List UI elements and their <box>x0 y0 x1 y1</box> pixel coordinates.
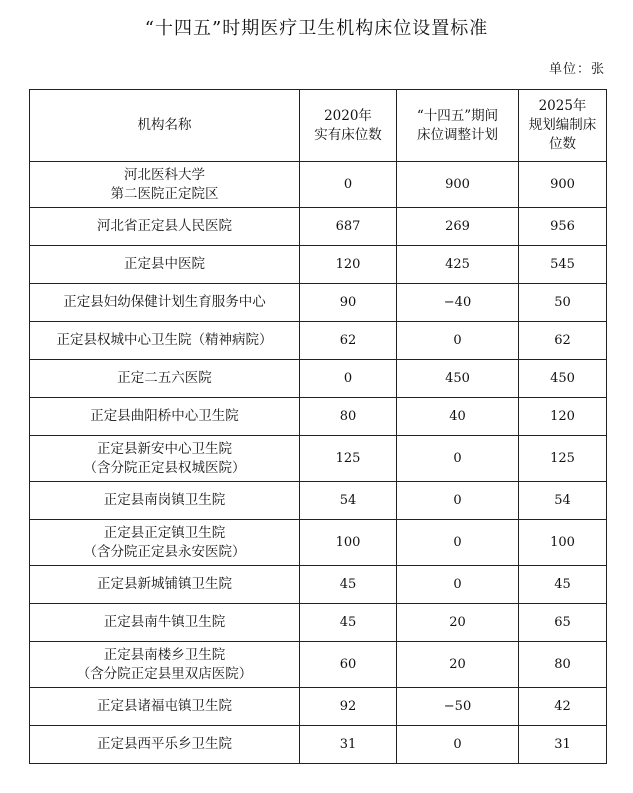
institution-name-line2: （含分院正定县里双店医院） <box>76 665 253 682</box>
header-adjustment-plan <box>397 90 519 162</box>
document-title: “十四五”时期医疗卫生机构床位设置标准 <box>144 18 489 39</box>
institution-name-line1: 正定县新安中心卫生院 <box>97 440 232 457</box>
table-row <box>30 436 607 482</box>
cell-planned-beds: 125 <box>519 436 607 482</box>
cell-planned-beds: 45 <box>519 566 607 604</box>
header-planned-beds-line2: 规划编制床 <box>528 117 597 133</box>
cell-adjustment-plan: 0 <box>397 436 519 482</box>
table-row <box>30 566 607 604</box>
cell-existing-beds: 54 <box>300 482 397 520</box>
cell-adjustment-plan: 0 <box>397 566 519 604</box>
institution-name-line1: 正定县西平乐乡卫生院 <box>97 736 232 752</box>
table-row <box>30 284 607 322</box>
cell-existing-beds: 100 <box>300 520 397 566</box>
institution-name-line1: 河北医科大学 <box>124 166 205 183</box>
cell-adjustment-plan: 20 <box>397 604 519 642</box>
cell-institution-name <box>30 688 300 726</box>
table-header-row <box>30 90 607 162</box>
cell-institution-name <box>30 566 300 604</box>
cell-institution-name <box>30 436 300 482</box>
institution-name-line2: 第二医院正定院区 <box>110 185 219 202</box>
cell-adjustment-plan: −40 <box>397 284 519 322</box>
cell-existing-beds: 90 <box>300 284 397 322</box>
table-row <box>30 482 607 520</box>
institution-name-line1: 正定县南岗镇卫生院 <box>103 492 226 508</box>
cell-institution-name <box>30 482 300 520</box>
header-adjustment-plan-line2: 床位调整计划 <box>417 126 498 143</box>
cell-adjustment-plan: 450 <box>397 360 519 398</box>
cell-institution-name <box>30 246 300 284</box>
cell-existing-beds: 45 <box>300 566 397 604</box>
table-row <box>30 520 607 566</box>
header-existing-beds-line2: 实有床位数 <box>314 126 382 143</box>
cell-planned-beds: 900 <box>519 162 607 208</box>
header-adjustment-plan-line1: “十四五”期间 <box>416 107 499 124</box>
table-row <box>30 398 607 436</box>
header-institution-name-label: 机构名称 <box>137 117 192 133</box>
cell-existing-beds: 0 <box>300 360 397 398</box>
cell-planned-beds: 120 <box>519 398 607 436</box>
cell-institution-name <box>30 208 300 246</box>
cell-planned-beds: 100 <box>519 520 607 566</box>
cell-planned-beds: 31 <box>519 726 607 764</box>
header-existing-beds <box>300 90 397 162</box>
header-existing-beds-line1: 2020年 <box>324 107 372 124</box>
cell-existing-beds: 0 <box>300 162 397 208</box>
cell-institution-name <box>30 726 300 764</box>
cell-planned-beds: 62 <box>519 322 607 360</box>
cell-planned-beds: 545 <box>519 246 607 284</box>
cell-institution-name <box>30 398 300 436</box>
institution-name-line1: 正定县南楼乡卫生院 <box>103 646 226 663</box>
institution-name-line2: （含分院正定县权城医院） <box>83 459 246 476</box>
cell-existing-beds: 92 <box>300 688 397 726</box>
cell-existing-beds: 125 <box>300 436 397 482</box>
table-row <box>30 360 607 398</box>
institution-name-line1: 正定县妇幼保健计划生育服务中心 <box>63 294 266 310</box>
header-planned-beds <box>519 90 607 162</box>
institution-name-line1: 正定县诸福屯镇卫生院 <box>97 698 232 714</box>
table-row <box>30 162 607 208</box>
header-planned-beds-line3: 位数 <box>549 136 576 152</box>
cell-planned-beds: 956 <box>519 208 607 246</box>
cell-adjustment-plan: 0 <box>397 322 519 360</box>
cell-institution-name <box>30 284 300 322</box>
unit-label: 单位：张 <box>548 62 605 77</box>
institution-name-line1: 正定县曲阳桥中心卫生院 <box>90 408 239 424</box>
cell-planned-beds: 80 <box>519 642 607 688</box>
cell-institution-name <box>30 322 300 360</box>
cell-existing-beds: 120 <box>300 246 397 284</box>
cell-institution-name <box>30 642 300 688</box>
cell-existing-beds: 80 <box>300 398 397 436</box>
cell-existing-beds: 62 <box>300 322 397 360</box>
cell-planned-beds: 50 <box>519 284 607 322</box>
cell-existing-beds: 60 <box>300 642 397 688</box>
table-row <box>30 208 607 246</box>
cell-adjustment-plan: 425 <box>397 246 519 284</box>
institution-name-line1: 河北省正定县人民医院 <box>97 218 232 234</box>
table-row <box>30 246 607 284</box>
institution-name-line1: 正定二五六医院 <box>117 370 212 386</box>
cell-existing-beds: 31 <box>300 726 397 764</box>
cell-planned-beds: 42 <box>519 688 607 726</box>
cell-existing-beds: 45 <box>300 604 397 642</box>
header-planned-beds-line1: 2025年 <box>538 98 587 114</box>
table-body <box>30 162 607 764</box>
cell-existing-beds: 687 <box>300 208 397 246</box>
institution-name-line1: 正定县正定镇卫生院 <box>103 524 226 541</box>
cell-adjustment-plan: −50 <box>397 688 519 726</box>
cell-planned-beds: 54 <box>519 482 607 520</box>
cell-adjustment-plan: 20 <box>397 642 519 688</box>
cell-institution-name <box>30 360 300 398</box>
cell-institution-name <box>30 520 300 566</box>
institution-name-line1: 正定县新城铺镇卫生院 <box>97 576 232 592</box>
table-row <box>30 726 607 764</box>
table-row <box>30 322 607 360</box>
cell-adjustment-plan: 40 <box>397 398 519 436</box>
cell-adjustment-plan: 269 <box>397 208 519 246</box>
cell-institution-name <box>30 162 300 208</box>
cell-adjustment-plan: 0 <box>397 482 519 520</box>
institution-name-line2: （含分院正定县永安医院） <box>83 543 246 560</box>
cell-adjustment-plan: 900 <box>397 162 519 208</box>
institution-name-line1: 正定县权城中心卫生院（精神病院） <box>56 332 273 348</box>
cell-adjustment-plan: 0 <box>397 726 519 764</box>
cell-institution-name <box>30 604 300 642</box>
header-institution-name <box>30 90 300 162</box>
table-row <box>30 642 607 688</box>
bed-standards-table <box>29 89 607 764</box>
cell-planned-beds: 65 <box>519 604 607 642</box>
cell-planned-beds: 450 <box>519 360 607 398</box>
cell-adjustment-plan: 0 <box>397 520 519 566</box>
institution-name-line1: 正定县南牛镇卫生院 <box>103 614 226 630</box>
table-row <box>30 604 607 642</box>
institution-name-line1: 正定县中医院 <box>124 256 205 272</box>
table-row <box>30 688 607 726</box>
